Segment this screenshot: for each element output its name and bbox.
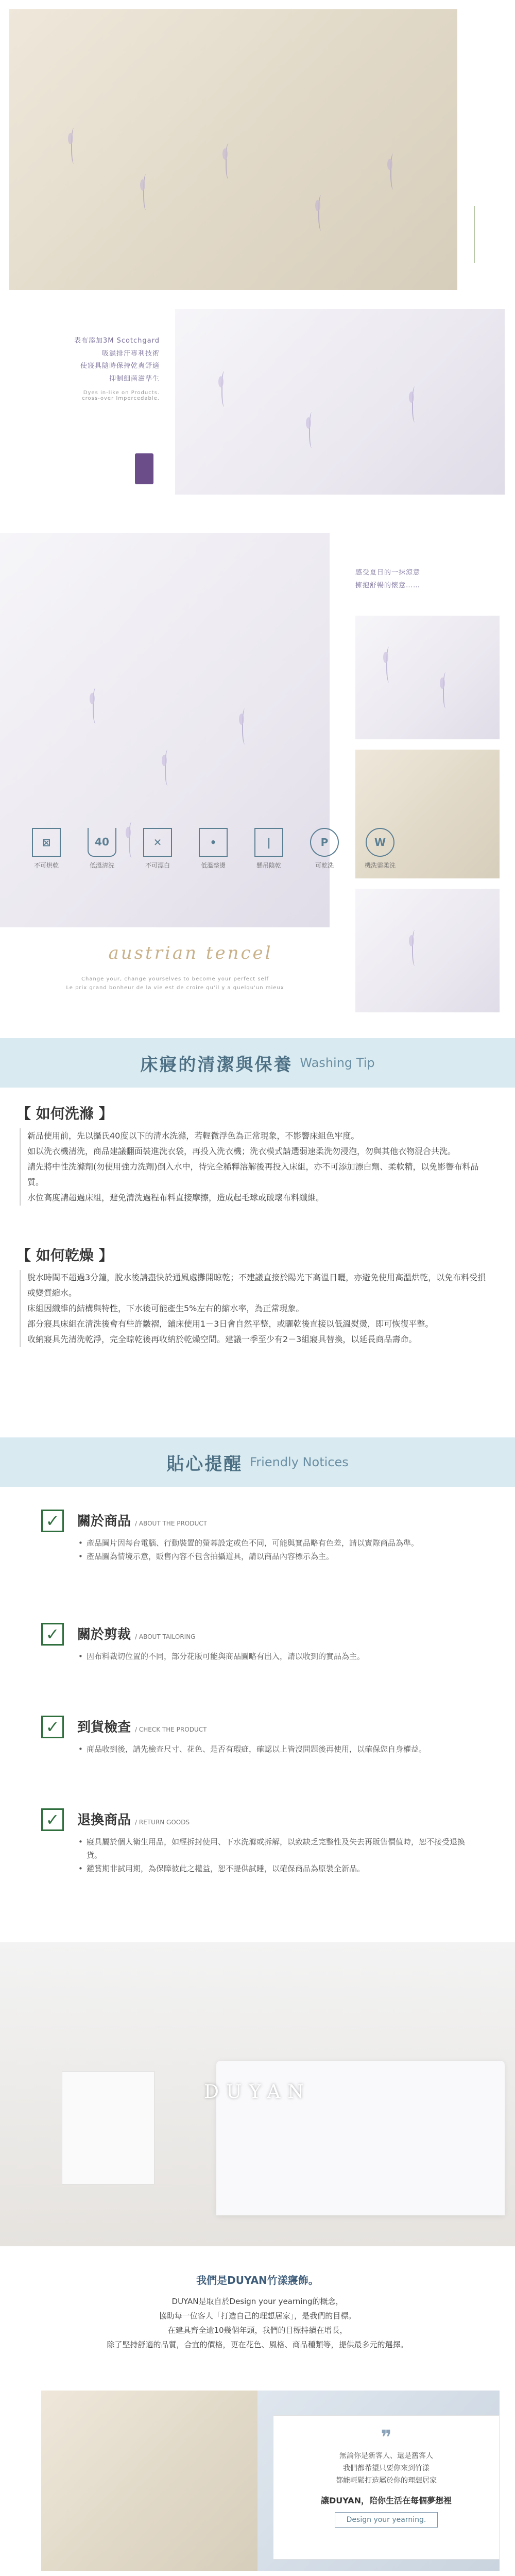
care-label: 懸吊陰乾: [256, 862, 281, 869]
brand-title: 我們是DUYAN竹漾寢飾。: [196, 2274, 319, 2286]
wash-item: 水位高度請超過床組，避免清洗過程布料直接摩擦，造成起毛球或破壞布料纖維。: [27, 1193, 324, 1202]
caption-en: cross-over Impercedable.: [82, 395, 160, 401]
scotchgard-badge-icon: [135, 453, 153, 484]
care-no-tumble-dry: [31, 828, 62, 870]
brand-intro: [0, 2272, 515, 2352]
quote-line: 無論你是新客人、還是舊客人: [339, 2452, 433, 2460]
wet-clean-w-icon: W: [366, 828, 394, 857]
notice-body: [77, 1835, 479, 1875]
brand-line: 除了堅持舒適的品質，合宜的價格，更在花色、風格、商品種類等，提供最多元的選擇。: [107, 2340, 408, 2349]
washing-banner-title: 床寢的清潔與保養: [140, 1054, 293, 1075]
notice-title: [77, 1809, 190, 1828]
quote-icon: ❞: [381, 2426, 392, 2450]
care-no-bleach: [142, 828, 173, 870]
washing-banner-en: Washing Tip: [300, 1056, 375, 1070]
care-gentle-machine: [365, 828, 396, 870]
notices-banner: [0, 1437, 515, 1487]
notice-body: [77, 1650, 479, 1663]
care-label: 不可漂白: [145, 862, 170, 869]
care-label: 低溫整燙: [200, 862, 226, 869]
notice-line: • 因布料裁切位置的不同，部分花版可能與商品圖略有出入，請以收到的實品為主。: [77, 1650, 479, 1663]
wash-item: 請先將中性洗滌劑(勿使用強力洗劑)倒入水中，待完全稀釋溶解後再投入床組，亦不可添加漂白劑、柔軟精，以免影響布料品質。: [27, 1162, 479, 1187]
caption-line: 使寢具隨時保持乾爽舒適: [80, 362, 160, 370]
bed-detail-photo: [175, 309, 505, 495]
pattern-closeup-photo: [355, 616, 500, 739]
dry-item: 脫水時間不超過3分鐘，脫水後請盡快於通風處攤開晾乾；不建議直接於陽光下高溫日曬，亦避免使用高溫烘乾，以免布料受損或變質縮水。: [27, 1273, 486, 1298]
notice-line: • 鑑賞期非試用期，為保障彼此之權益，恕不提供試睡，以確保商品為原裝全新品。: [77, 1862, 479, 1875]
quote-line: 我們都希望只要你來到竹漾: [343, 2464, 430, 2472]
caption-line: 表布添加3M Scotchgard: [74, 337, 160, 345]
notice-body: [77, 1742, 479, 1756]
notice-title-text: 退換商品: [77, 1812, 131, 1828]
care-low-temp-wash: [87, 828, 117, 870]
notice-title-text: 關於商品: [77, 1514, 131, 1529]
caption-en: Dyes in-like on Products.: [83, 389, 160, 396]
dry-list: [20, 1270, 493, 1347]
care-label: 不可烘乾: [33, 862, 59, 869]
dry-item: 床組因纖維的結構與特性，下水後可能產生5%左右的縮水率，為正常現象。: [27, 1303, 304, 1313]
brand-quote-card: [273, 2415, 500, 2560]
wash-item: 新品使用前，先以攝氏40度以下的清水洗滌，若輕微浮色為正常現象，不影響床組色牢度。: [27, 1131, 359, 1141]
notice-subtitle: / RETURN GOODS: [135, 1819, 190, 1826]
notice-subtitle: / ABOUT THE PRODUCT: [135, 1520, 207, 1527]
notice-title-text: 關於剪裁: [77, 1627, 131, 1642]
care-line-dry-shade: [253, 828, 284, 870]
brand-line: DUYAN是取自於Design your yearning的概念，: [171, 2297, 344, 2306]
caption-line: 擁抱舒暢的懷意……: [355, 581, 421, 589]
duyan-logo: DUYAN: [204, 2081, 311, 2103]
iron-icon: •: [199, 828, 228, 857]
care-label: 可乾洗: [315, 862, 334, 869]
caption-line: 感受夏日的一抹涼意: [355, 569, 421, 577]
notice-line: • 寢具屬於個人衛生用品，如經拆封使用、下水洗滌或拆解，以致缺乏完整性及失去再販售價值時，恕不接受退換貨。: [77, 1835, 479, 1862]
dry-item: 部分寢具床組在清洗後會有些許皺褶，鋪床使用1－3日會自然平整，或曬乾後直接以低溫熨燙，即可恢復平整。: [27, 1319, 434, 1329]
notice-title-text: 到貨檢查: [77, 1720, 131, 1735]
script-sub: Le prix grand bonheur de la vie est de croire qu'il y a quelqu'un mieux: [66, 985, 284, 991]
wash-item: 如以洗衣機清洗，商品建議翻面裝進洗衣袋，再投入洗衣機；洗衣模式請選弱速柔洗勿浸泡，勿與其他衣物混合共洗。: [27, 1146, 456, 1156]
script-sub: Change your, change yourselves to become your perfect self: [81, 976, 269, 982]
notice-title: [77, 1717, 207, 1736]
caption-line: 吸濕排汗專利技術: [101, 349, 160, 358]
quote-line: 都能輕鬆打造屬於你的理想居家: [336, 2477, 437, 2485]
washing-banner: [0, 1038, 515, 1088]
brand-line: 在建具齊全逾10幾個年頭，我們的目標持續在增長，: [167, 2326, 348, 2335]
notice-line: • 商品收到後，請先檢查尺寸、花色、是否有瑕疵，確認以上皆沒問題後再使用，以確保您自身權益。: [77, 1742, 479, 1756]
care-label: 機洗需柔洗: [365, 862, 396, 869]
dry-item: 收納寢具先清洗乾淨，完全晾乾後再收納於乾燥空間。建議一季至少有2－3組寢具替換，以延長商品壽命。: [27, 1334, 417, 1344]
notice-about-product: [41, 1510, 484, 1618]
check-icon: ✓: [41, 1623, 64, 1646]
notice-line: • 產品圖為情境示意，販售內容不包含拍攝道具，請以商品內容標示為主。: [77, 1550, 479, 1563]
notice-title: [77, 1624, 195, 1643]
caption-line: 抑制細菌滋孳生: [109, 375, 160, 383]
care-low-iron: [198, 828, 229, 870]
lavender-sprig-icon: [474, 206, 486, 263]
design-your-yearning-button[interactable]: Design your yearning.: [335, 2512, 438, 2528]
scotchgard-caption: [31, 335, 160, 401]
quote-title: 讓DUYAN，陪你生活在每個夢想裡: [320, 2496, 452, 2505]
notices-banner-en: Friendly Notices: [250, 1455, 349, 1469]
no-tumble-dry-icon: ⊠: [32, 828, 61, 857]
wash-list: [20, 1128, 493, 1206]
check-icon: ✓: [41, 1716, 64, 1738]
pillow-photo: [355, 889, 500, 1012]
notices-banner-title: 貼心提醒: [166, 1453, 243, 1475]
family-photo: [41, 2391, 258, 2571]
notice-title: [77, 1511, 207, 1530]
notice-subtitle: / CHECK THE PRODUCT: [135, 1726, 207, 1733]
check-icon: ✓: [41, 1808, 64, 1831]
care-dry-clean: [309, 828, 340, 870]
notice-body: [77, 1536, 479, 1563]
notice-check-product: [41, 1716, 484, 1798]
check-icon: ✓: [41, 1510, 64, 1532]
no-bleach-icon: ✕: [143, 828, 172, 857]
notice-subtitle: / ABOUT TAILORING: [135, 1633, 196, 1640]
notice-return-goods: [41, 1808, 484, 1917]
script-title: austrian tencel: [108, 943, 273, 963]
wash-heading: 【 如何洗滌 】: [16, 1105, 113, 1122]
care-label: 低溫清洗: [89, 862, 114, 869]
hero-bedroom-photo: [9, 9, 457, 290]
dry-heading: 【 如何乾燥 】: [16, 1247, 113, 1264]
notice-about-tailoring: [41, 1623, 484, 1705]
line-dry-icon: |: [254, 828, 283, 857]
dry-clean-p-icon: P: [310, 828, 339, 857]
brand-bedroom-photo: [0, 1942, 515, 2246]
care-icons-row: [31, 828, 396, 870]
brand-line: 協助每一位客人「打造自己的理想居家」，是我們的目標。: [159, 2311, 356, 2320]
notice-line: • 產品圖片因每台電腦、行動裝置的螢幕設定或色不同，可能與實品略有色差，請以實際商品為準。: [77, 1536, 479, 1550]
wash-40-icon: 40: [88, 828, 116, 857]
feel-caption: [355, 567, 505, 592]
